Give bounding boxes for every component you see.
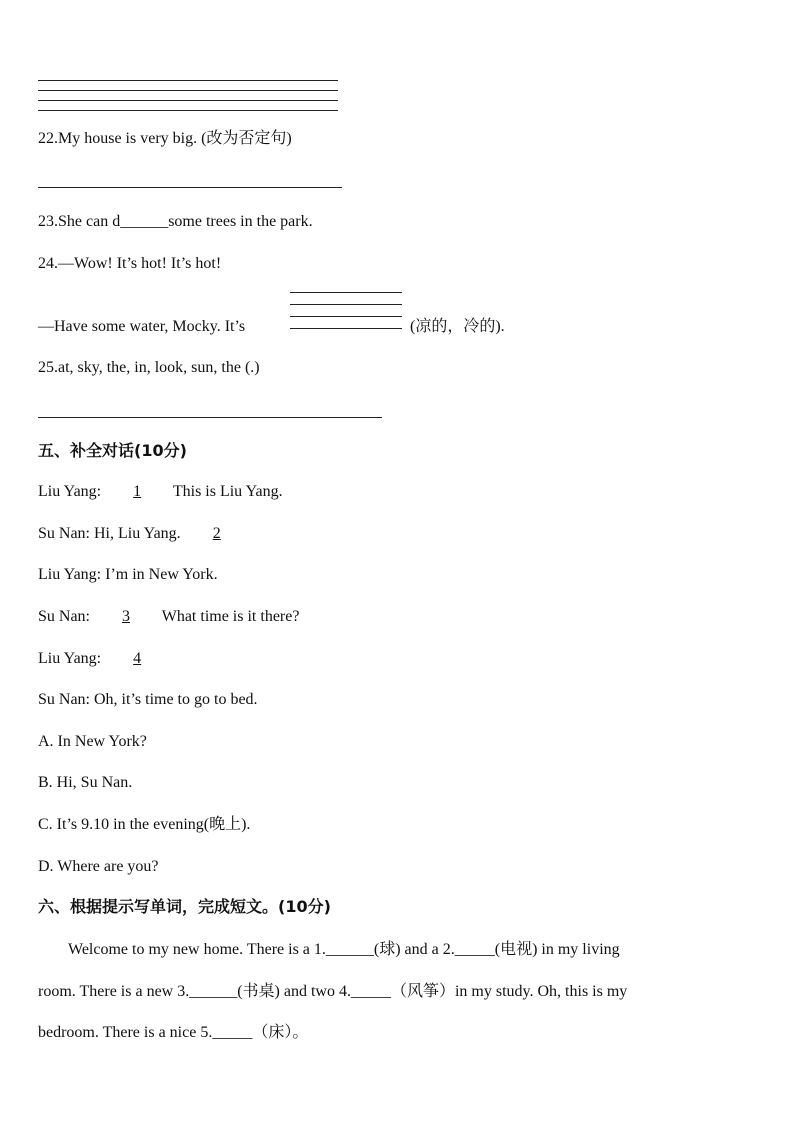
dialogue-line-4: Su Nan: 3 What time is it there? — [38, 608, 300, 625]
question-24-line2-prefix: —Have some water, Mocky. It’s — [38, 318, 246, 335]
option-a: A. In New York? — [38, 733, 147, 750]
dialogue-blank-1: 1 — [133, 483, 142, 500]
passage-line-1: Welcome to my new home. There is a 1.______(球) and a 2._____(电视) in my living — [68, 941, 620, 958]
answer-line — [290, 304, 402, 305]
question-25: 25.at, sky, the, in, look, sun, the (.) — [38, 359, 260, 376]
answer-line — [38, 90, 338, 91]
answer-line — [38, 80, 338, 81]
dialogue-line-1: Liu Yang: 1 This is Liu Yang. — [38, 483, 283, 500]
passage-line-2: room. There is a new 3.______(书桌) and two 4._____（风筝）in my study. Oh, this is my — [38, 983, 628, 1000]
dialogue-line-2: Su Nan: Hi, Liu Yang. 2 — [38, 524, 249, 544]
passage-line-3: bedroom. There is a nice 5._____（床）。 — [38, 1024, 309, 1041]
answer-line — [290, 292, 402, 293]
question-24-line1: 24.—Wow! It’s hot! It’s hot! — [38, 255, 222, 272]
question-22: 22.My house is very big. (改为否定句) — [38, 130, 292, 147]
question-23: 23.She can d______some trees in the park. — [38, 213, 313, 230]
dialogue-line-6: Su Nan: Oh, it’s time to go to bed. — [38, 691, 258, 708]
dialogue-line-3: Liu Yang: I’m in New York. — [38, 566, 218, 583]
dialogue-blank-4: 4 — [133, 650, 142, 667]
section-6-heading: 六、根据提示写单词，完成短文。(10分) — [38, 897, 331, 916]
answer-line — [38, 187, 342, 188]
dialogue-blank-2: 2 — [212, 525, 221, 542]
answer-line — [38, 417, 382, 418]
section-5-heading: 五、补全对话(10分) — [38, 441, 187, 460]
dialogue-line-5: Liu Yang: 4 — [38, 649, 169, 669]
answer-line — [290, 316, 402, 317]
answer-line — [38, 100, 338, 101]
answer-line — [38, 110, 338, 111]
option-d: D. Where are you? — [38, 858, 159, 875]
question-24-line2-suffix: (凉的，冷的). — [410, 318, 505, 335]
option-b: B. Hi, Su Nan. — [38, 774, 133, 791]
answer-line — [290, 328, 402, 329]
option-c: C. It’s 9.10 in the evening(晚上). — [38, 816, 251, 833]
dialogue-blank-3: 3 — [122, 608, 130, 625]
